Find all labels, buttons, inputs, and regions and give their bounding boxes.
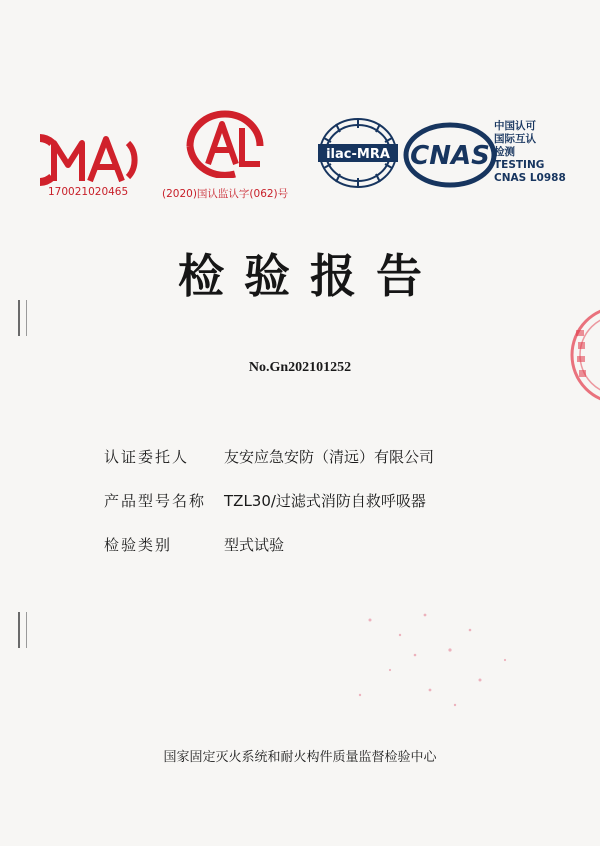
- svg-text:ilac-MRA: ilac-MRA: [326, 147, 390, 162]
- field-value: 友安应急安防（清远）有限公司: [224, 448, 435, 466]
- field-label: 检验类别: [104, 536, 173, 554]
- report-title: 检验报告: [178, 249, 442, 303]
- ink-specks: [330, 600, 530, 720]
- red-seal-stamp: [550, 300, 600, 410]
- cnas-line: TESTING: [494, 159, 545, 171]
- cma-number: 170021020465: [48, 186, 129, 198]
- svg-text:CNAS: CNAS: [410, 141, 490, 171]
- field-label: 产品型号名称: [104, 492, 207, 510]
- certification-logos: [0, 100, 600, 210]
- field-value: TZL30/过滤式消防自救呼吸器: [224, 492, 426, 510]
- cnas-line: 国际互认: [494, 133, 536, 145]
- issuing-organization: 国家固定灭火系统和耐火构件质量监督检验中心: [163, 750, 437, 765]
- cnas-line: 中国认可: [494, 120, 536, 132]
- report-number: No.Gn202101252: [248, 360, 352, 375]
- cnas-line: 检测: [494, 146, 515, 158]
- cal-number: (2020)国认监认字(062)号: [162, 188, 289, 200]
- cma-logo-icon: [40, 125, 140, 195]
- ilac-mra-logo-icon: [316, 116, 400, 190]
- field-value: 型式试验: [224, 536, 285, 554]
- staple-mark: [18, 300, 27, 336]
- cnas-caption: [494, 120, 566, 185]
- cnas-logo-icon: [402, 122, 498, 188]
- cal-logo-icon: [180, 106, 270, 178]
- field-label: 认证委托人: [104, 448, 190, 466]
- staple-mark: [18, 612, 27, 648]
- cnas-line: CNAS L0988: [494, 172, 566, 184]
